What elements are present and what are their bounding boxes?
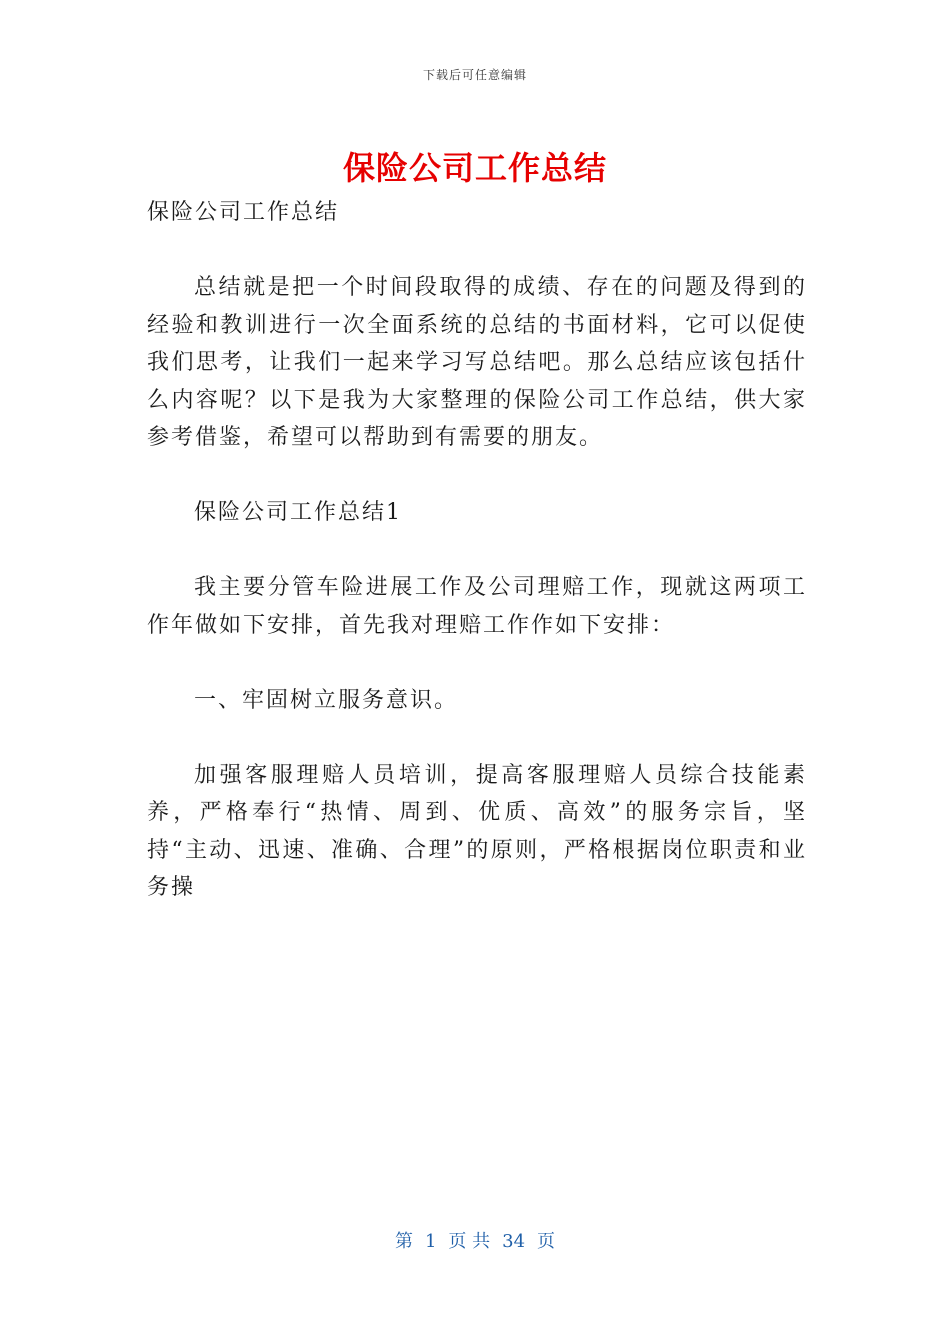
document-title: 保险公司工作总结 [342, 149, 607, 187]
page-footer [0, 1227, 950, 1253]
body-paragraph: 加强客服理赔人员培训，提高客服理赔人员综合技能素养，严格奉行“热情、周到、优质、高效”的服务宗旨，坚持“主动、迅速、准确、合理”的原则，严格根据岗位职责和业务操 [147, 762, 807, 900]
subtitle-paragraph: 保险公司工作总结 [147, 200, 340, 225]
body-paragraph: 我主要分管车险进展工作及公司理赔工作，现就这两项工作年做如下安排，首先我对理赔工作作如下安排： [147, 575, 807, 638]
current-page-number: 1 [424, 1231, 437, 1252]
document-body [147, 194, 807, 944]
total-pages-number: 34 [502, 1231, 526, 1252]
header-note: 下载后可任意编辑 [422, 68, 527, 82]
footer-middle: 页 共 [448, 1231, 491, 1252]
footer-prefix: 第 [394, 1231, 413, 1252]
intro-paragraph: 总结就是把一个时间段取得的成绩、存在的问题及得到的经验和教训进行一次全面系统的总结的书面材料，它可以促使我们思考，让我们一起来学习写总结吧。那么总结应该包括什么内容呢？以下是我为大家整理的保险公司工作总结，供大家参考借鉴，希望可以帮助到有需要的朋友。 [147, 275, 807, 450]
list-heading: 一、牢固树立服务意识。 [194, 687, 459, 713]
section-heading: 保险公司工作总结1 [194, 500, 402, 525]
footer-suffix: 页 [537, 1231, 556, 1252]
